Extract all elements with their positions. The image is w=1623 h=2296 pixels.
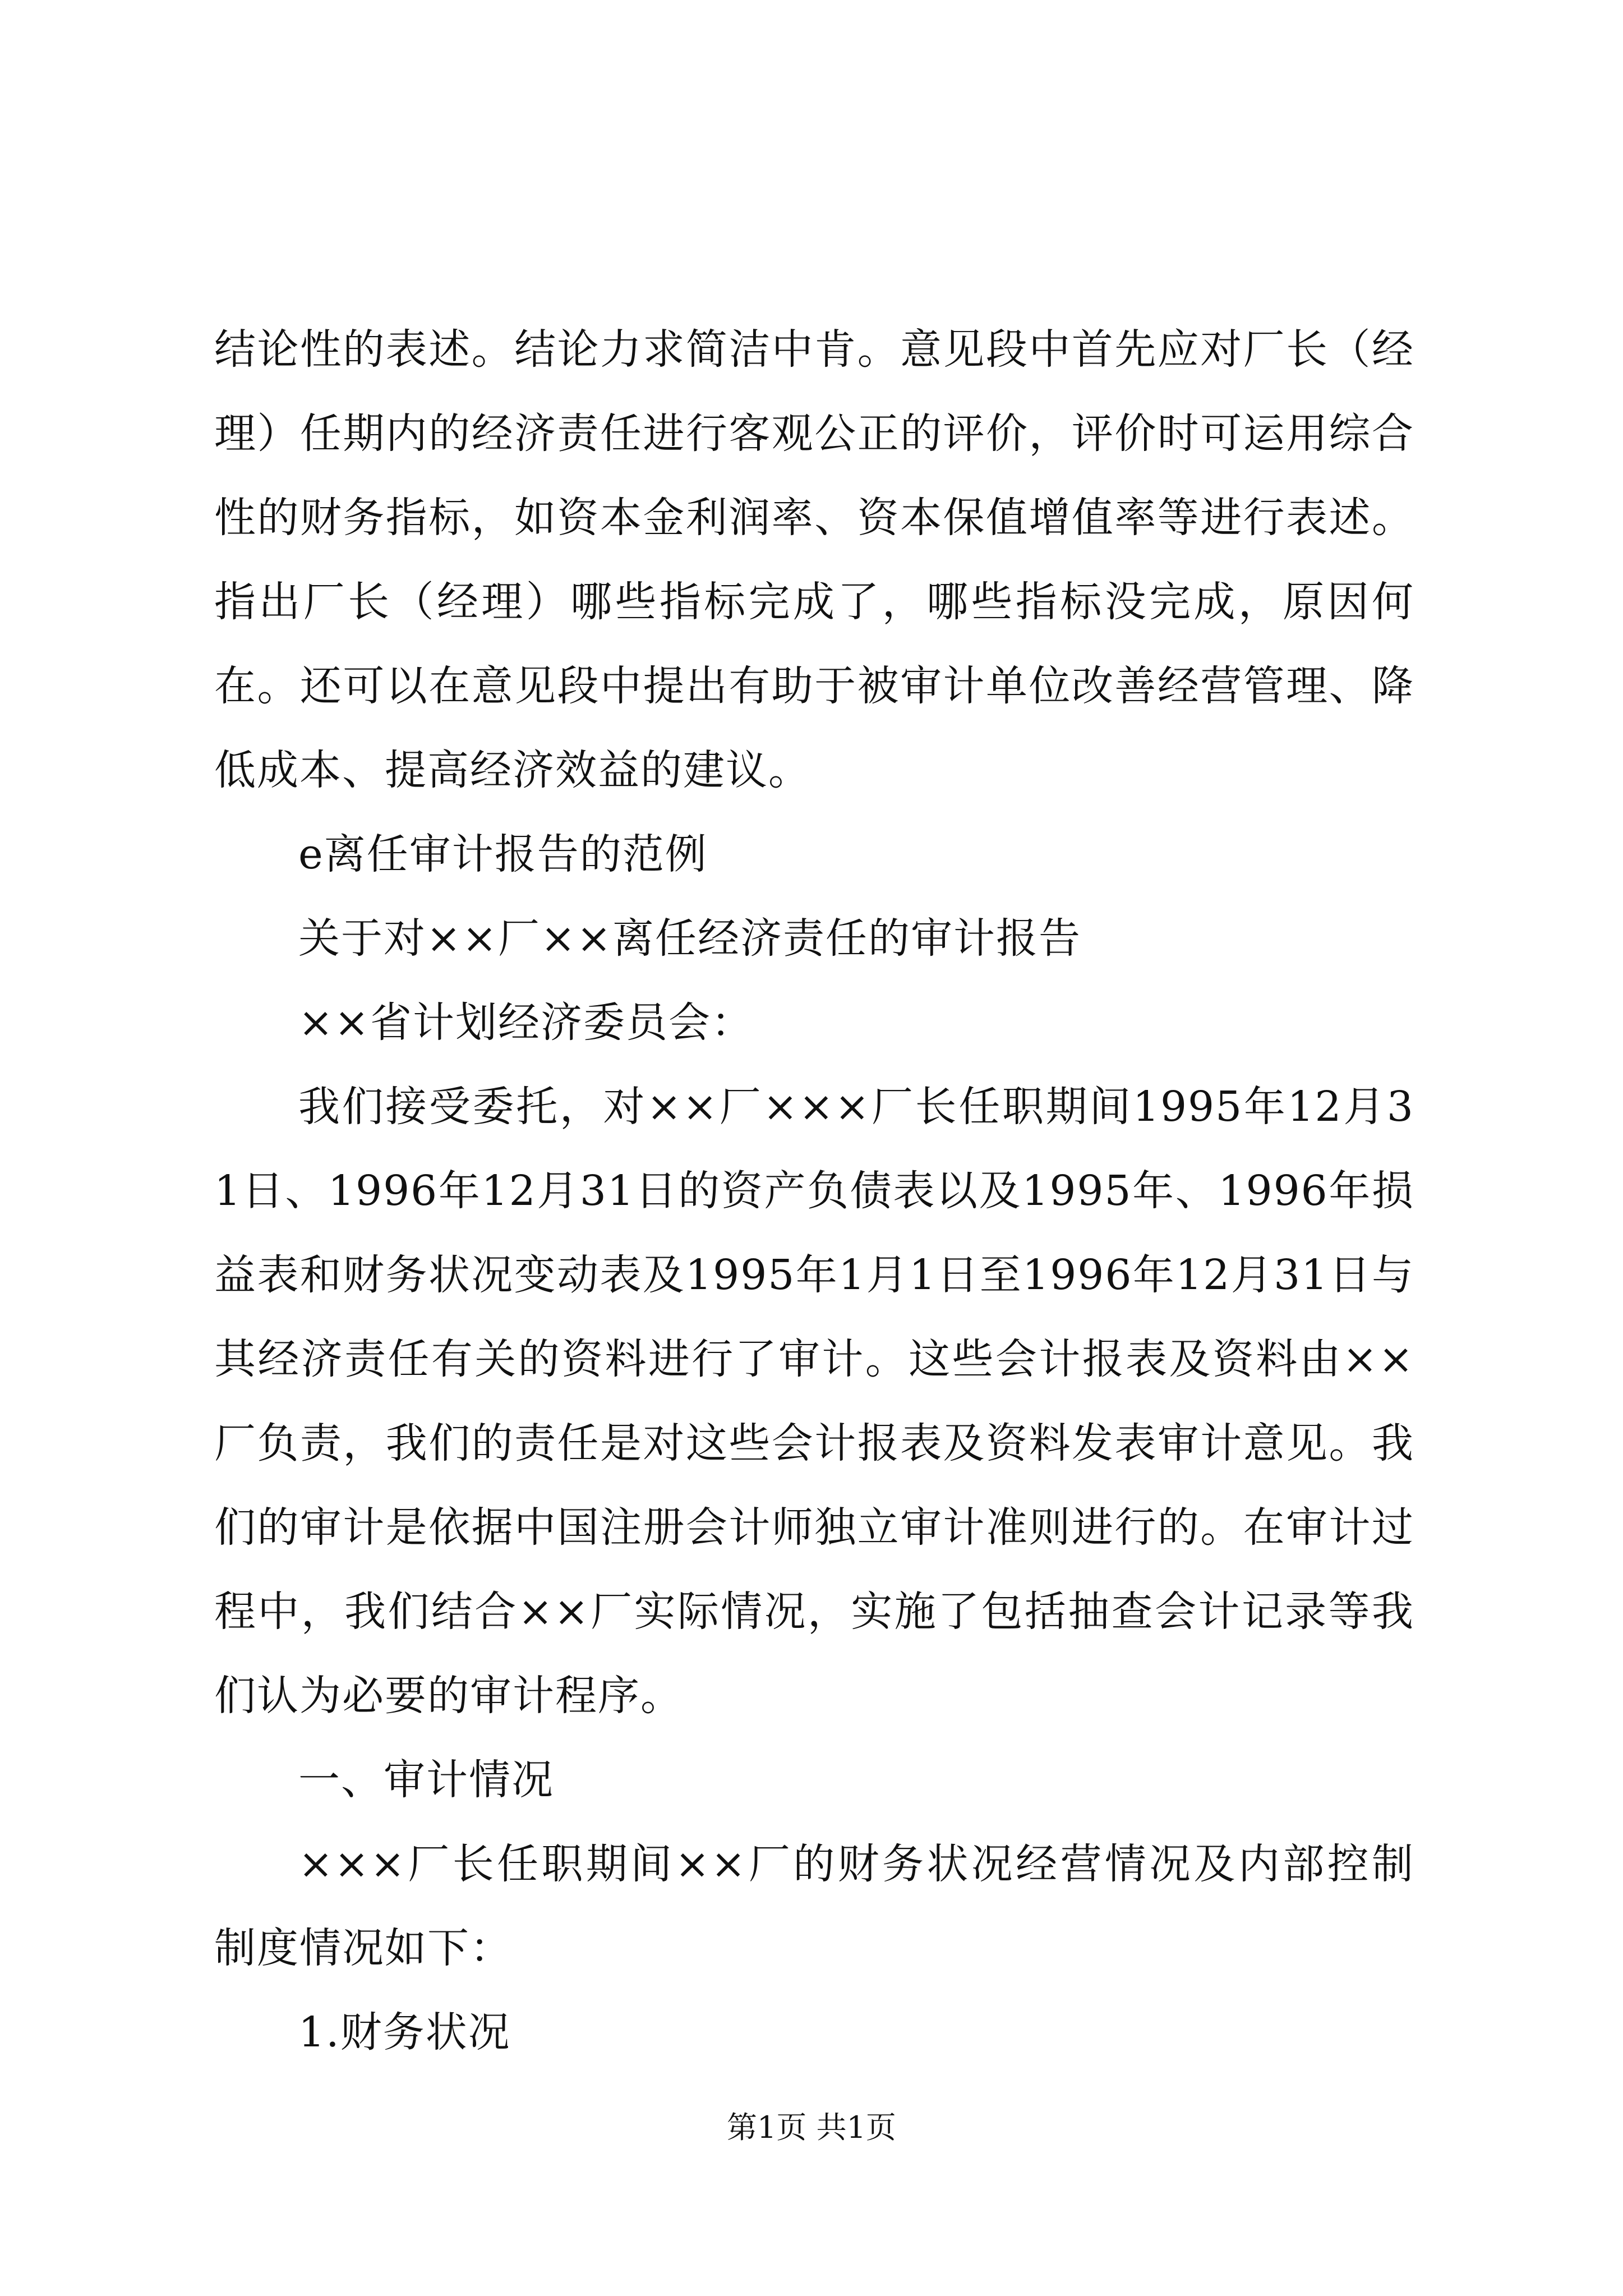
paragraph-overview: ×××厂长任职期间××厂的财务状况经营情况及内部控制制度情况如下： (214, 1840, 1414, 1972)
paragraph-conclusion: 结论性的表述。结论力求简洁中肯。意见段中首先应对厂长（经理）任期内的经济责任进行客观公正的评价，评价时可运用综合性的财务指标，如资本金利润率、资本保值增值率等进行表述。指出厂长（经理）哪些指标完成了，哪些指标没完成，原因何在。还可以在意见段中提出有助于被审计单位改善经营管理、降低成本、提高经济效益的建议。 (214, 325, 1414, 794)
subsection-heading-financial: 1.财务状况 (298, 2008, 511, 2056)
document-body (214, 307, 1414, 2074)
report-addressee: ××省计划经济委员会： (298, 999, 754, 1047)
section-heading-audit: 一、审计情况 (298, 1756, 554, 1804)
paragraph-engagement: 我们接受委托，对××厂×××厂长任职期间1995年12月31日、1996年12月31日的资产负债表以及1995年、1996年损益表和财务状况变动表及1995年1月1日至1996年12月31日与其经济责任有关的资料进行了审计。这些会计报表及资料由××厂负责，我们的责任是对这些会计报表及资料发表审计意见。我们的审计是依据中国注册会计师独立审计准则进行的。在审计过程中，我们结合××厂实际情况，实施了包括抽查会计记录等我们认为必要的审计程序。 (214, 1083, 1414, 1720)
report-title: 关于对××厂××离任经济责任的审计报告 (298, 914, 1082, 963)
page-footer: 第1页 共1页 (727, 2110, 896, 2145)
paragraph-example-heading: e离任审计报告的范例 (298, 830, 708, 878)
